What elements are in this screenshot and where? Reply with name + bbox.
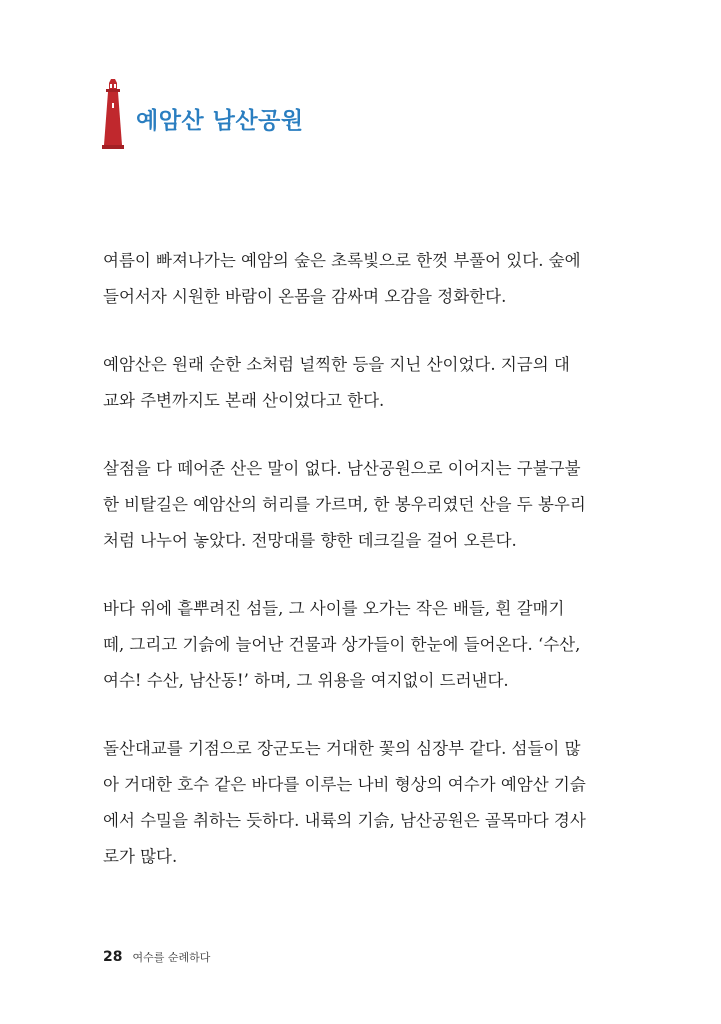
body-text xyxy=(103,243,598,907)
lighthouse-icon xyxy=(100,79,126,149)
text-line: 돌산대교를 기점으로 장군도는 거대한 꽃의 심장부 같다. 섬들이 많 xyxy=(103,739,581,758)
text-line: 떼, 그리고 기슭에 늘어난 건물과 상가들이 한눈에 들어온다. ‘수산, xyxy=(103,635,581,654)
text-line: 여수! 수산, 남산동!’ 하며, 그 위용을 여지없이 드러낸다. xyxy=(103,671,509,690)
paragraph xyxy=(103,731,598,875)
text-line: 교와 주변까지도 본래 산이었다고 한다. xyxy=(103,391,385,410)
text-line: 여름이 빠져나가는 예암의 숲은 초록빛으로 한껏 부풀어 있다. 숲에 xyxy=(103,251,581,270)
text-line: 로가 많다. xyxy=(103,847,178,866)
text-line: 처럼 나누어 놓았다. 전망대를 향한 데크길을 걸어 오른다. xyxy=(103,531,517,550)
paragraph xyxy=(103,347,598,419)
book-title: 여수를 순례하다 xyxy=(132,951,211,964)
page-number: 28 xyxy=(103,949,123,965)
paragraph xyxy=(103,451,598,559)
text-line: 에서 수밀을 취하는 듯하다. 내륙의 기슭, 남산공원은 골목마다 경사 xyxy=(103,811,586,830)
text-line: 아 거대한 호수 같은 바다를 이루는 나비 형상의 여수가 예암산 기슭 xyxy=(103,775,586,794)
text-line: 들어서자 시원한 바람이 온몸을 감싸며 오감을 정화한다. xyxy=(103,287,507,306)
paragraph xyxy=(103,591,598,699)
text-line: 한 비탈길은 예암산의 허리를 가르며, 한 봉우리였던 산을 두 봉우리 xyxy=(103,495,586,514)
text-line: 예암산은 원래 순한 소처럼 널찍한 등을 지닌 산이었다. 지금의 대 xyxy=(103,355,570,374)
paragraph xyxy=(103,243,598,315)
text-line: 바다 위에 흩뿌려진 섬들, 그 사이를 오가는 작은 배들, 흰 갈매기 xyxy=(103,599,565,618)
page-footer xyxy=(103,949,210,965)
text-line: 살점을 다 떼어준 산은 말이 없다. 남산공원으로 이어지는 구불구불 xyxy=(103,459,581,478)
section-header xyxy=(100,78,304,150)
section-title: 예암산 남산공원 xyxy=(136,107,304,134)
